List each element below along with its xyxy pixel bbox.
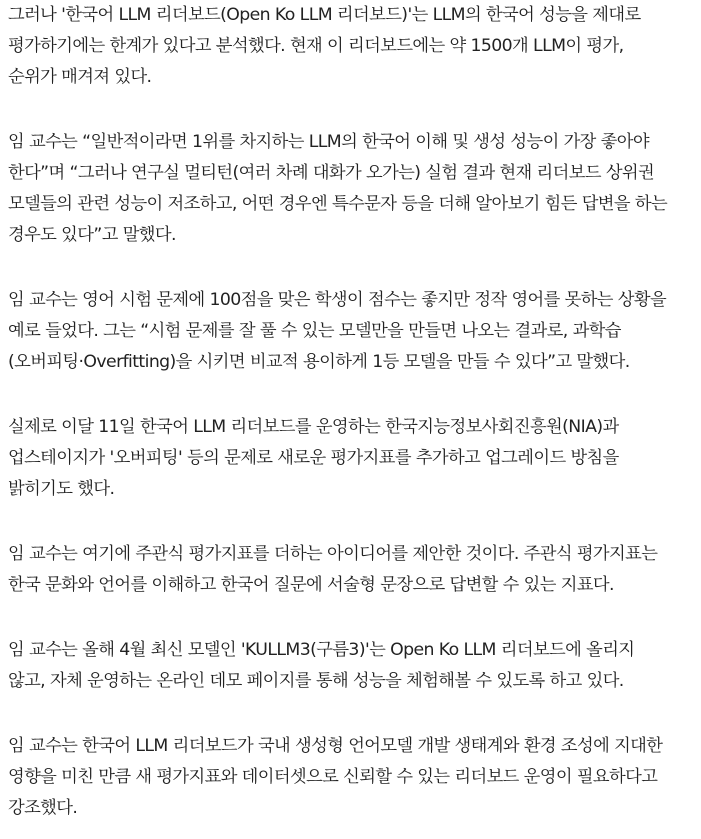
paragraph	[8, 0, 687, 93]
text-line: 임 교수는 올해 4월 최신 모델인 'KULLM3(구름3)'는 Open Ko LLM 리더보드에 올리지	[8, 640, 635, 660]
text-line: 순위가 매겨져 있다.	[8, 67, 152, 87]
text-line: 한다”며 “그러나 연구실 멀티턴(여러 차례 대화가 오가는) 실험 결과 현재 리더보드 상위권	[8, 163, 655, 183]
text-line: 한국 문화와 언어를 이해하고 한국어 질문에 서술형 문장으로 답변할 수 있는 지표다.	[8, 575, 614, 595]
text-line: 강조했다.	[8, 798, 78, 818]
text-line: 밝히기도 했다.	[8, 479, 115, 499]
paragraph	[8, 285, 687, 378]
text-line: 임 교수는 한국어 LLM 리더보드가 국내 생성형 언어모델 개발 생태계와 환경 조성에 지대한	[8, 736, 663, 756]
paragraph	[8, 412, 687, 505]
text-line: (오버피팅·Overfitting)을 시키면 비교적 용이하게 1등 모델을 만들 수 있다”고 말했다.	[8, 352, 630, 372]
text-line: 평가하기에는 한계가 있다고 분석했다. 현재 이 리더보드에는 약 1500개 LLM이 평가,	[8, 36, 624, 56]
text-line: 경우도 있다”고 말했다.	[8, 225, 176, 245]
text-line: 실제로 이달 11일 한국어 LLM 리더보드를 운영하는 한국지능정보사회진흥원(NIA)과	[8, 417, 619, 437]
paragraph	[8, 127, 687, 251]
text-line: 예로 들었다. 그는 “시험 문제를 잘 풀 수 있는 모델만을 만들면 나오는 결과로, 과학습	[8, 321, 621, 341]
paragraph	[8, 731, 687, 824]
text-line: 모델들의 관련 성능이 저조하고, 어떤 경우엔 특수문자 등을 더해 알아보기 힘든 답변을 하는	[8, 194, 668, 214]
text-line: 임 교수는 “일반적이라면 1위를 차지하는 LLM의 한국어 이해 및 생성 성능이 가장 좋아야	[8, 132, 649, 152]
paragraph	[8, 539, 687, 601]
text-line: 임 교수는 영어 시험 문제에 100점을 맞은 학생이 점수는 좋지만 정작 영어를 못하는 상황을	[8, 290, 667, 310]
text-line: 그러나 '한국어 LLM 리더보드(Open Ko LLM 리더보드)'는 LLM의 한국어 성능을 제대로	[8, 5, 641, 25]
text-line: 임 교수는 여기에 주관식 평가지표를 더하는 아이디어를 제안한 것이다. 주관식 평가지표는	[8, 544, 658, 564]
text-line: 않고, 자체 운영하는 온라인 데모 페이지를 통해 성능을 체험해볼 수 있도록 하고 있다.	[8, 671, 624, 691]
text-line: 영향을 미친 만큼 새 평가지표와 데이터셋으로 신뢰할 수 있는 리더보드 운영이 필요하다고	[8, 767, 658, 787]
text-line: 업스테이지가 '오버피팅' 등의 문제로 새로운 평가지표를 추가하고 업그레이드 방침을	[8, 448, 619, 468]
paragraph	[8, 635, 687, 697]
